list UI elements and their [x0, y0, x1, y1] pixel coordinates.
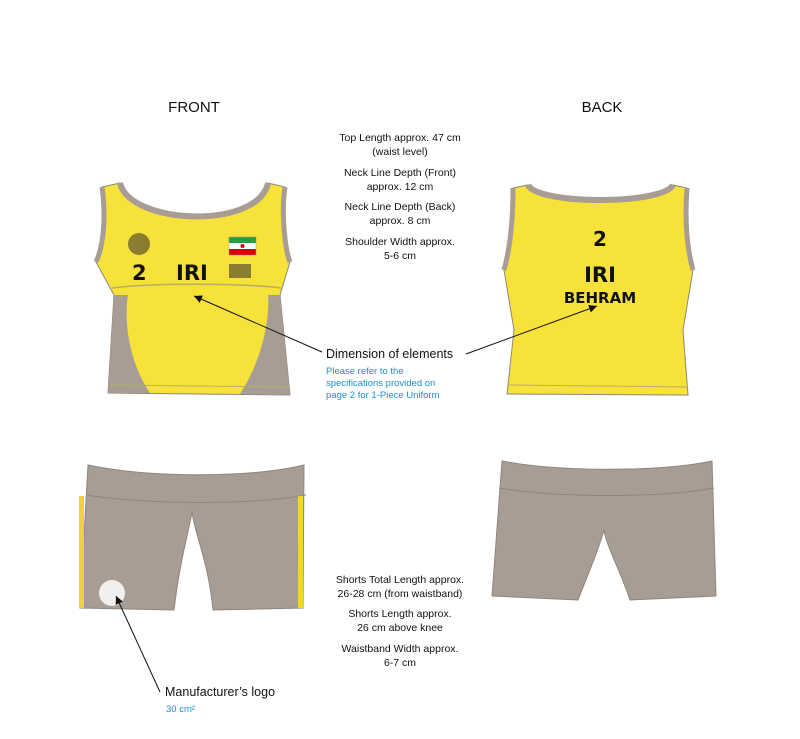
back-shorts-body — [492, 461, 716, 600]
front-left-yellow-stripe — [79, 496, 84, 608]
front-right-armhole-trim — [283, 187, 290, 262]
back-shorts-garment — [492, 461, 716, 600]
logo-callout-title: Manufacturer’s logo — [165, 685, 276, 699]
logo-callout-note: 30 cm² — [166, 704, 196, 715]
top-length-spec: Top Length approx. 47 cm — [339, 132, 461, 144]
front-number: 2 — [132, 261, 147, 285]
back-heading: BACK — [581, 99, 623, 116]
front-emblem-circle — [128, 233, 150, 255]
front-heading: FRONT — [168, 99, 220, 116]
dimension-note-line-3: page 2 for 1-Piece Uniform — [326, 390, 440, 401]
front-neck-spec: Neck Line Depth (Front) — [343, 167, 457, 179]
front-shorts-garment — [79, 465, 306, 610]
logo-arrow — [116, 596, 160, 692]
back-country: IRI — [584, 263, 616, 287]
top-length-note: (waist level) — [372, 146, 428, 158]
waistband-width-value: 6-7 cm — [383, 657, 417, 669]
dimension-note-line-1: Please refer to the — [326, 366, 404, 377]
dimension-note-line-2: specifications provided on — [326, 378, 436, 389]
front-neck-value: approx. 12 cm — [366, 181, 434, 193]
waistband-width-spec: Waistband Width approx. — [341, 643, 459, 655]
back-player-name: BEHRAM — [563, 289, 637, 307]
front-top-garment — [96, 183, 290, 395]
iran-flag-icon — [229, 237, 256, 255]
back-number: 2 — [593, 227, 607, 251]
dimension-callout-title: Dimension of elements — [326, 347, 454, 361]
shorts-total-length-value: 26-28 cm (from waistband) — [337, 588, 463, 600]
manufacturer-logo-spot — [99, 580, 125, 606]
shoulder-width-value: 5-6 cm — [383, 250, 417, 262]
back-neck-spec: Neck Line Depth (Back) — [344, 201, 456, 213]
back-neck-trim — [528, 185, 673, 200]
front-right-yellow-stripe — [298, 496, 303, 608]
back-neck-value: approx. 8 cm — [369, 215, 431, 227]
front-patch-rect — [229, 264, 251, 278]
front-country: IRI — [176, 261, 208, 285]
shoulder-width-spec: Shoulder Width approx. — [345, 236, 455, 248]
shorts-total-length-spec: Shorts Total Length approx. — [335, 574, 465, 586]
shorts-length-value: 26 cm above knee — [357, 622, 443, 634]
shorts-length-spec: Shorts Length approx. — [348, 608, 452, 620]
